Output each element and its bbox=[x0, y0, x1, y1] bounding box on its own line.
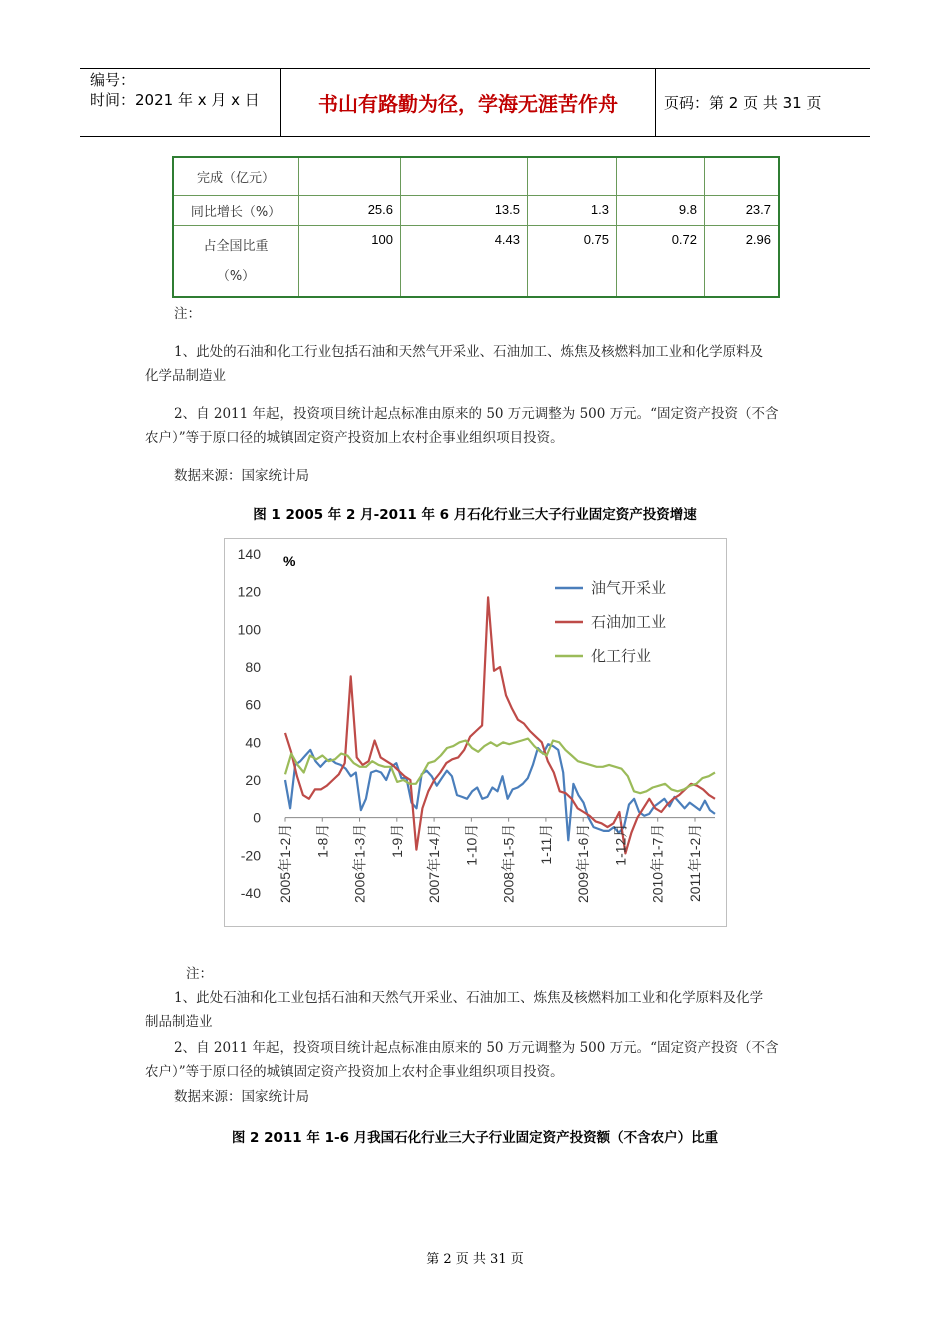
notes1-head: 注： bbox=[174, 306, 201, 322]
x-tick-label: 2009年1-6月 bbox=[575, 823, 592, 904]
x-tick-label: 2011年1-2月 bbox=[687, 823, 703, 903]
x-tick-label: 2010年1-7月 bbox=[649, 823, 666, 904]
x-tick-label: 1-12月 bbox=[612, 823, 629, 866]
y-unit-label: % bbox=[283, 553, 296, 569]
notes1-item1-line1: 1、此处的石油和化工行业包括石油和天然气开采业、石油加工、炼焦及核燃料加工业和化学原料及 bbox=[174, 344, 764, 360]
legend-label: 化工行业 bbox=[591, 648, 652, 665]
header-divider-left bbox=[280, 68, 281, 136]
table-cell: 13.5 bbox=[401, 195, 528, 225]
table-cell: 25.6 bbox=[299, 195, 401, 225]
table-cell: 9.8 bbox=[617, 195, 705, 225]
x-tick-label: 2008年1-5月 bbox=[500, 823, 517, 904]
x-tick-label: 2006年1-3月 bbox=[351, 823, 368, 904]
table-row bbox=[173, 225, 779, 297]
table-cell: 2.96 bbox=[705, 225, 780, 297]
x-tick-label: 2005年1-2月 bbox=[277, 823, 293, 904]
row-label: 同比增长（%） bbox=[173, 195, 299, 225]
row-label: 完成（亿元） bbox=[173, 157, 299, 195]
table-cell bbox=[401, 157, 528, 195]
table-cell bbox=[705, 157, 780, 195]
figure1-title: 图 1 2005 年 2 月-2011 年 6 月石化行业三大子行业固定资产投资增速 bbox=[253, 507, 697, 523]
y-tick-label: 40 bbox=[245, 734, 261, 751]
table-row bbox=[173, 195, 779, 225]
y-tick-label: 20 bbox=[245, 772, 261, 788]
table-cell bbox=[617, 157, 705, 195]
notes2-item1-line2: 制品制造业 bbox=[145, 1014, 213, 1030]
notes2-head: 注： bbox=[186, 966, 213, 982]
notes2-item2-line2: 农户）”等于原口径的城镇固定资产投资加上农村企事业组织项目投资。 bbox=[145, 1064, 564, 1080]
table-cell bbox=[299, 157, 401, 195]
table-cell: 23.7 bbox=[705, 195, 780, 225]
table-cell: 100 bbox=[299, 225, 401, 297]
x-tick-label: 1-11月 bbox=[537, 823, 554, 865]
header-divider-right bbox=[655, 68, 656, 136]
notes2-source: 数据来源：国家统计局 bbox=[174, 1089, 309, 1105]
y-tick-label: -40 bbox=[240, 885, 261, 901]
x-tick-label: 1-10月 bbox=[463, 823, 480, 866]
table-cell: 1.3 bbox=[528, 195, 617, 225]
x-tick-label: 1-8月 bbox=[314, 823, 331, 858]
y-tick-label: 0 bbox=[253, 809, 261, 826]
header-bottom-rule bbox=[80, 136, 870, 137]
y-tick-label: 60 bbox=[245, 696, 261, 713]
notes1-item1-line2: 化学品制造业 bbox=[145, 368, 226, 384]
figure2-title: 图 2 2011 年 1-6 月我国石化行业三大子行业固定资产投资额（不含农户）比重 bbox=[231, 1130, 719, 1146]
table-cell: 0.72 bbox=[617, 225, 705, 297]
series-line-石油加工业 bbox=[285, 597, 715, 853]
legend-label: 油气开采业 bbox=[591, 580, 667, 597]
header-top-rule bbox=[80, 68, 870, 69]
notes2-item2-line1: 2、自 2011 年起，投资项目统计起点标准由原来的 50 万元调整为 500 万元。“固定资产投资（不含 bbox=[174, 1040, 779, 1056]
notes1-item2-line2: 农户）”等于原口径的城镇固定资产投资加上农村企事业组织项目投资。 bbox=[145, 430, 564, 446]
table-cell bbox=[528, 157, 617, 195]
y-tick-label: 140 bbox=[237, 546, 261, 562]
table-row bbox=[173, 157, 779, 195]
header-number-label: 编号： bbox=[90, 71, 136, 89]
row-label bbox=[173, 225, 299, 297]
x-tick-label: 2007年1-4月 bbox=[426, 823, 443, 904]
x-tick-label: 1-9月 bbox=[388, 823, 405, 858]
notes1-item2-line1: 2、自 2011 年起，投资项目统计起点标准由原来的 50 万元调整为 500 万元。“固定资产投资（不含 bbox=[174, 406, 779, 422]
page-footer: 第 2 页 共 31 页 bbox=[426, 1252, 524, 1267]
row-label-line1: 占全国比重 bbox=[203, 238, 269, 254]
table-cell: 0.75 bbox=[528, 225, 617, 297]
y-tick-label: -20 bbox=[240, 847, 261, 864]
row-label-line2: （%） bbox=[216, 268, 256, 284]
header-motto: 书山有路勤为径，学海无涯苦作舟 bbox=[318, 92, 618, 116]
y-tick-label: 120 bbox=[237, 583, 261, 600]
notes2-item1-line1: 1、此处石油和化工业包括石油和天然气开采业、石油加工、炼焦及核燃料加工业和化学原料及化学 bbox=[174, 990, 764, 1006]
header-time-label: 时间：2021 年 x 月 x 日 bbox=[90, 91, 260, 109]
investment-table bbox=[172, 156, 780, 298]
y-tick-label: 100 bbox=[237, 621, 261, 638]
figure1-chart bbox=[224, 538, 727, 927]
legend-label: 石油加工业 bbox=[591, 614, 667, 631]
notes1-source: 数据来源：国家统计局 bbox=[174, 468, 309, 484]
y-tick-label: 80 bbox=[245, 659, 261, 675]
table-cell: 4.43 bbox=[401, 225, 528, 297]
line-chart bbox=[225, 539, 726, 926]
header-page-label: 页码：第 2 页 共 31 页 bbox=[664, 94, 822, 112]
